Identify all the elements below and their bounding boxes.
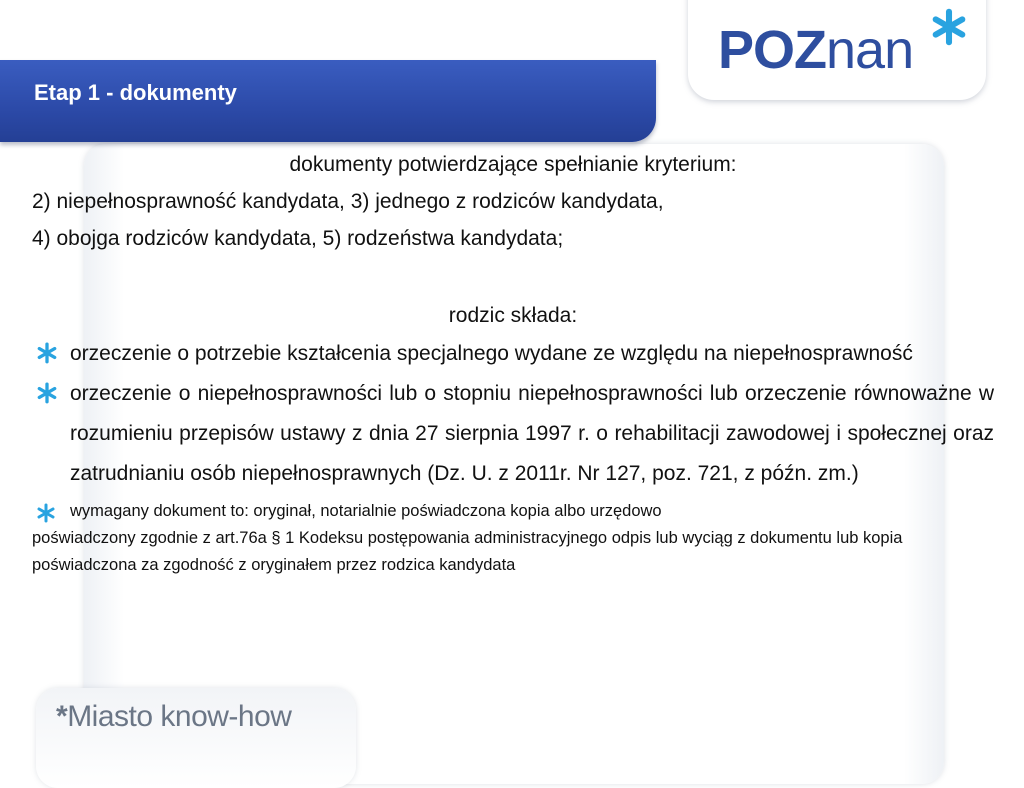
intro-heading: dokumenty potwierdzające spełnianie kryterium: (289, 153, 737, 176)
slide-content (32, 146, 994, 579)
logo-text-lower: nan (826, 20, 914, 80)
poznan-logo (718, 20, 913, 80)
logo-text-upper: POZ (718, 20, 827, 80)
logo-star-icon (930, 8, 968, 46)
asterisk-bullet-icon (36, 382, 58, 404)
bullet-item (32, 374, 994, 494)
bullet-item (32, 334, 994, 374)
bullet-text: orzeczenie o potrzebie kształcenia specjalnego wydane ze względu na niepełnosprawność (70, 342, 913, 365)
intro-line-1: 2) niepełnosprawność kandydata, 3) jednego z rodziców kandydata, (32, 190, 664, 213)
note-item (32, 498, 994, 525)
intro-line-2: 4) obojga rodziców kandydata, 5) rodzeństwa kandydata; (32, 227, 564, 250)
asterisk-bullet-icon (36, 342, 58, 364)
slogan-text: Miasto know-how (67, 700, 292, 733)
bullet-text: orzeczenie o niepełnosprawności lub o stopniu niepełnosprawności lub orzeczenie równoważne w rozumieniu przepisów ustawy z dnia 27 sierpnia 1997 r. o rehabilitacji zawodowej i społecznej oraz zatrudnianiu osób niepełnosprawnych (Dz. U. z 2011r. Nr 127, poz. 721, z późn. zm.) (70, 382, 994, 485)
note-continuation: poświadczony zgodnie z art.76a § 1 Kodeksu postępowania administracyjnego odpis lub wyciąg z dokumentu lub kopia poświadczona za zgodność z oryginałem przez rodzica kandydata (32, 529, 903, 574)
note-first-line: wymagany dokument to: oryginał, notarialnie poświadczona kopia albo urzędowo (70, 502, 662, 520)
footer-slogan (56, 700, 291, 734)
page-title: Etap 1 - dokumenty (34, 80, 237, 105)
slogan-star-icon: * (56, 700, 68, 733)
asterisk-bullet-icon (36, 503, 56, 523)
parent-heading: rodzic składa: (448, 304, 578, 327)
